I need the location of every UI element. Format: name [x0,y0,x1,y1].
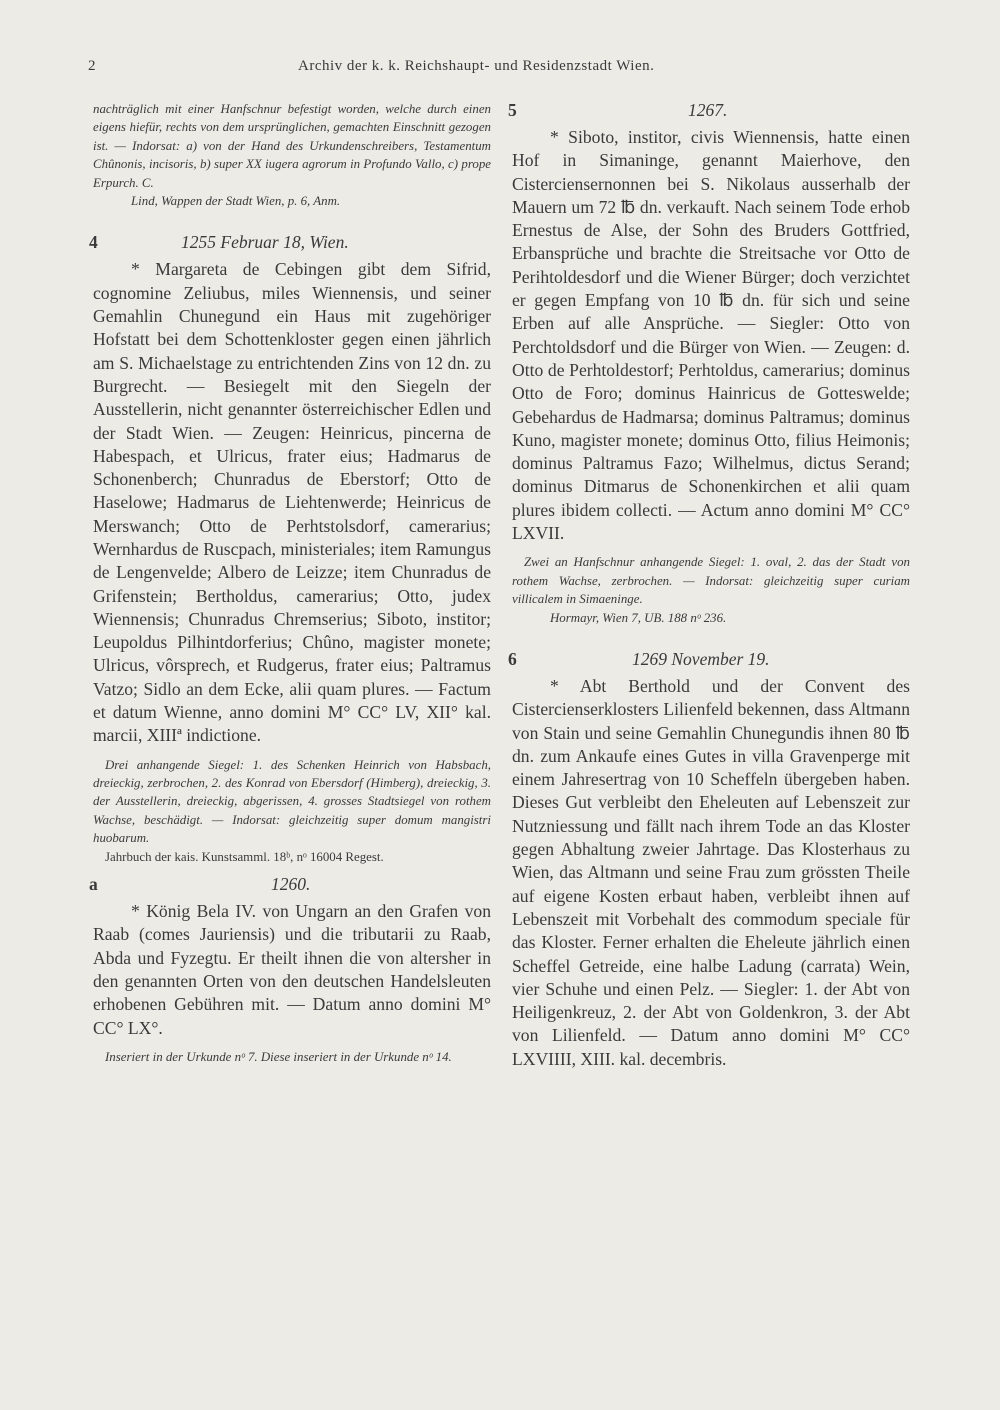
entry-5-citation: Hormayr, Wien 7, UB. 188 nᵒ 236. [550,610,727,625]
entry-4-text: * Margareta de Cebingen gibt dem Sifrid, cognomine Zeliubus, miles Wiennensis, und seiner Gemahlin Chunegund ein Haus mit zugehöriger Hofstatt bei dem Schottenkloster gegen einen jährlich am S. Michaelstage zu entrichtenden Zins von 12 dn. zu Burgrecht. — Besiegelt mit den Siegeln der Ausstellerin, nicht genannter österreichischer Edlen und der Stadt Wien. — Zeugen: Heinricus, pincerna de Habespach, et Ulricus, frater eius; Hadmarus de Schonenberch; Chunradus de Eberstorf; Otto de Haselowe; Hadmarus de Liehtenwerde; Heinricus de Merswanch; Otto de Perhtstolsdorf, camerarius; Wernhardus de Ruscpach, ministeriales; item Ramungus de Lengenvelde; Albero de Leizze; item Chunradus de Grifenstein; Bertholdus, camerarius; Otto, judex Wiennensis; Chunradus Chremserius; Siboto, institor; Leupoldus Pilhintdorferius; Chûno, magister monete; Ulricus, vôrsprech, et Rudgerus, frater eius; Paltramus Vatzo; Sidlo an dem Ecke, alii quam plures. — Factum et datum Wienne, anno domini M° CC° LV, XII° kal. marcii, XIIIª indictione. [93,259,491,746]
entry-4-seal-note: Drei anhangende Siegel: 1. des Schenken Heinrich von Habsbach, dreieckig, zerbrochen, 2. des Konrad von Ebersdorf (Himberg), dreieckig, 3. der Ausstellerin, dreieckig, abgerissen, 4. grosses Stadtsiegel von rothem Wachse, beschädigt. — Indorsat: gleichzeitig super domum mangistri huobarum. [93,757,491,846]
left-column [89,100,491,1066]
carryover-citation: Lind, Wappen der Stadt Wien, p. 6, Anm. [131,194,341,209]
page-number: 2 [88,58,96,74]
entry-4-date: 1255 Februar 18, Wien. [181,232,349,253]
entry-5-date: 1267. [688,100,728,120]
entry-5-heading [508,100,910,126]
entry-a-heading [89,874,491,900]
entry-4-heading [89,232,491,258]
entry-4-number: 4 [89,232,98,253]
entry-a-number: a [89,874,98,895]
entry-a-date: 1260. [271,874,311,895]
entry-6-number: 6 [508,648,517,669]
entry-5-seal-note: Zwei an Hanfschnur anhangende Siegel: 1. oval, 2. das der Stadt von rothem Wachse, zerbrochen. — Indorsat: gleichzeitig super curiam villicalem in Simaeninge. [512,555,910,607]
entry-6-text: * Abt Berthold und der Convent des Cistercienserklosters Lilienfeld bekennen, dass Altmann von Stain und seine Gemahlin Chunegundis ihnen 80 ℔ dn. zum Ankaufe eines Gutes in villa Gravenperge mit einem Jahresertrag von 10 Scheffeln übergeben haben. Dieses Gut verbleibt den Eheleuten auf Lebenszeit zur Nutzniessung und fällt nach ihrem Tode an das Kloster gegen Abhaltung zweier Jahrtage. Das Klosterhaus zu Wien, das Altmann und seine Frau zum grössten Theile auf eigene Kosten erbaut haben, verbleibt ihnen auf Lebenszeit mit Vorbehalt des commodum speciale für das Kloster. Ferner erhalten die Eheleute jährlich einen Scheffel Getreide, eine halbe Ladung (carrata) Wein, vier Schuhe und einen Pelz. — Siegler: 1. der Abt von Heiligenkreuz, 2. der Abt von Goldenkron, 3. der Abt von Lilienfeld. — Datum anno domini M° CC° LXVIIII, XIII. kal. decembris. [512,675,910,1069]
entry-5-text: * Siboto, institor, civis Wiennensis, hatte einen Hof in Simaninge, genannt Maierhove, den Cisterciensernonnen bei S. Nikolaus ausserhalb der Mauern um 72 ℔ dn. verkauft. Nach seinem Tode erhob Ernestus de Alse, der Sohn des Bruders Gottfried, Erbansprüche und brachte die Streitsache vor Otto de Perihtoldesdorf und die Wiener Bürger; doch verzichtet er gegen Empfang von 10 ℔ dn. für sich und seine Erben auf alle Ansprüche. — Siegler: Otto von Perchtoldsdorf und die Bürger von Wien. — Zeugen: d. Otto de Perhtoldestorf; Perhtoldus, camerarius; dominus Otto de Foro; dominus Hainricus de Gotteswelde; Gebehardus de Hadmarsa; dominus Paltramus; dominus Kuno, magister monete; dominus Otto, filius Heimonis; dominus Paltramus Fazo; Wilhelmus, dictus Serand; dominus Ditmarus de Schonenkirchen et alii quam plures ibidem collecti. — Actum anno domini M° CC° LXVII. [512,127,910,544]
entry-5-number: 5 [508,100,517,120]
carryover-note: nachträglich mit einer Hanfschnur befestigt worden, welche durch einen eigens hiefür, rechts von dem ursprünglichen, gemachten Einschnitt gezogen ist. — Indorsat: a) von der Hand des Urkundenschreibers, Testamentum Chûnonis, incisoris, b) super XX iugera agrorum in Profundo Vallo, c) prope Erpurch. C. [93,102,491,190]
running-title: Archiv der k. k. Reichshaupt- und Residenzstadt Wien. [298,58,655,74]
right-column [508,100,910,1071]
entry-6-date: 1269 November 19. [632,648,770,669]
entry-a-text: * König Bela IV. von Ungarn an den Grafen von Raab (comes Jauriensis) und die tributarii zu Raab, Abda und Fyzegtu. Er theilt ihnen die von altersher in den genannten Orten von den deutschen Handelsleuten erhobenen Gebühren mit. — Datum anno domini M° CC° LX°. [93,901,491,1038]
page-header [0,58,1000,84]
entry-a-note: Inseriert in der Urkunde nᵒ 7. Diese inseriert in der Urkunde nᵒ 14. [105,1049,452,1064]
entry-6-heading [508,648,910,675]
entry-4-citation: Jahrbuch der kais. Kunstsamml. 18ᵇ, nᵒ 16004 Regest. [105,849,384,864]
